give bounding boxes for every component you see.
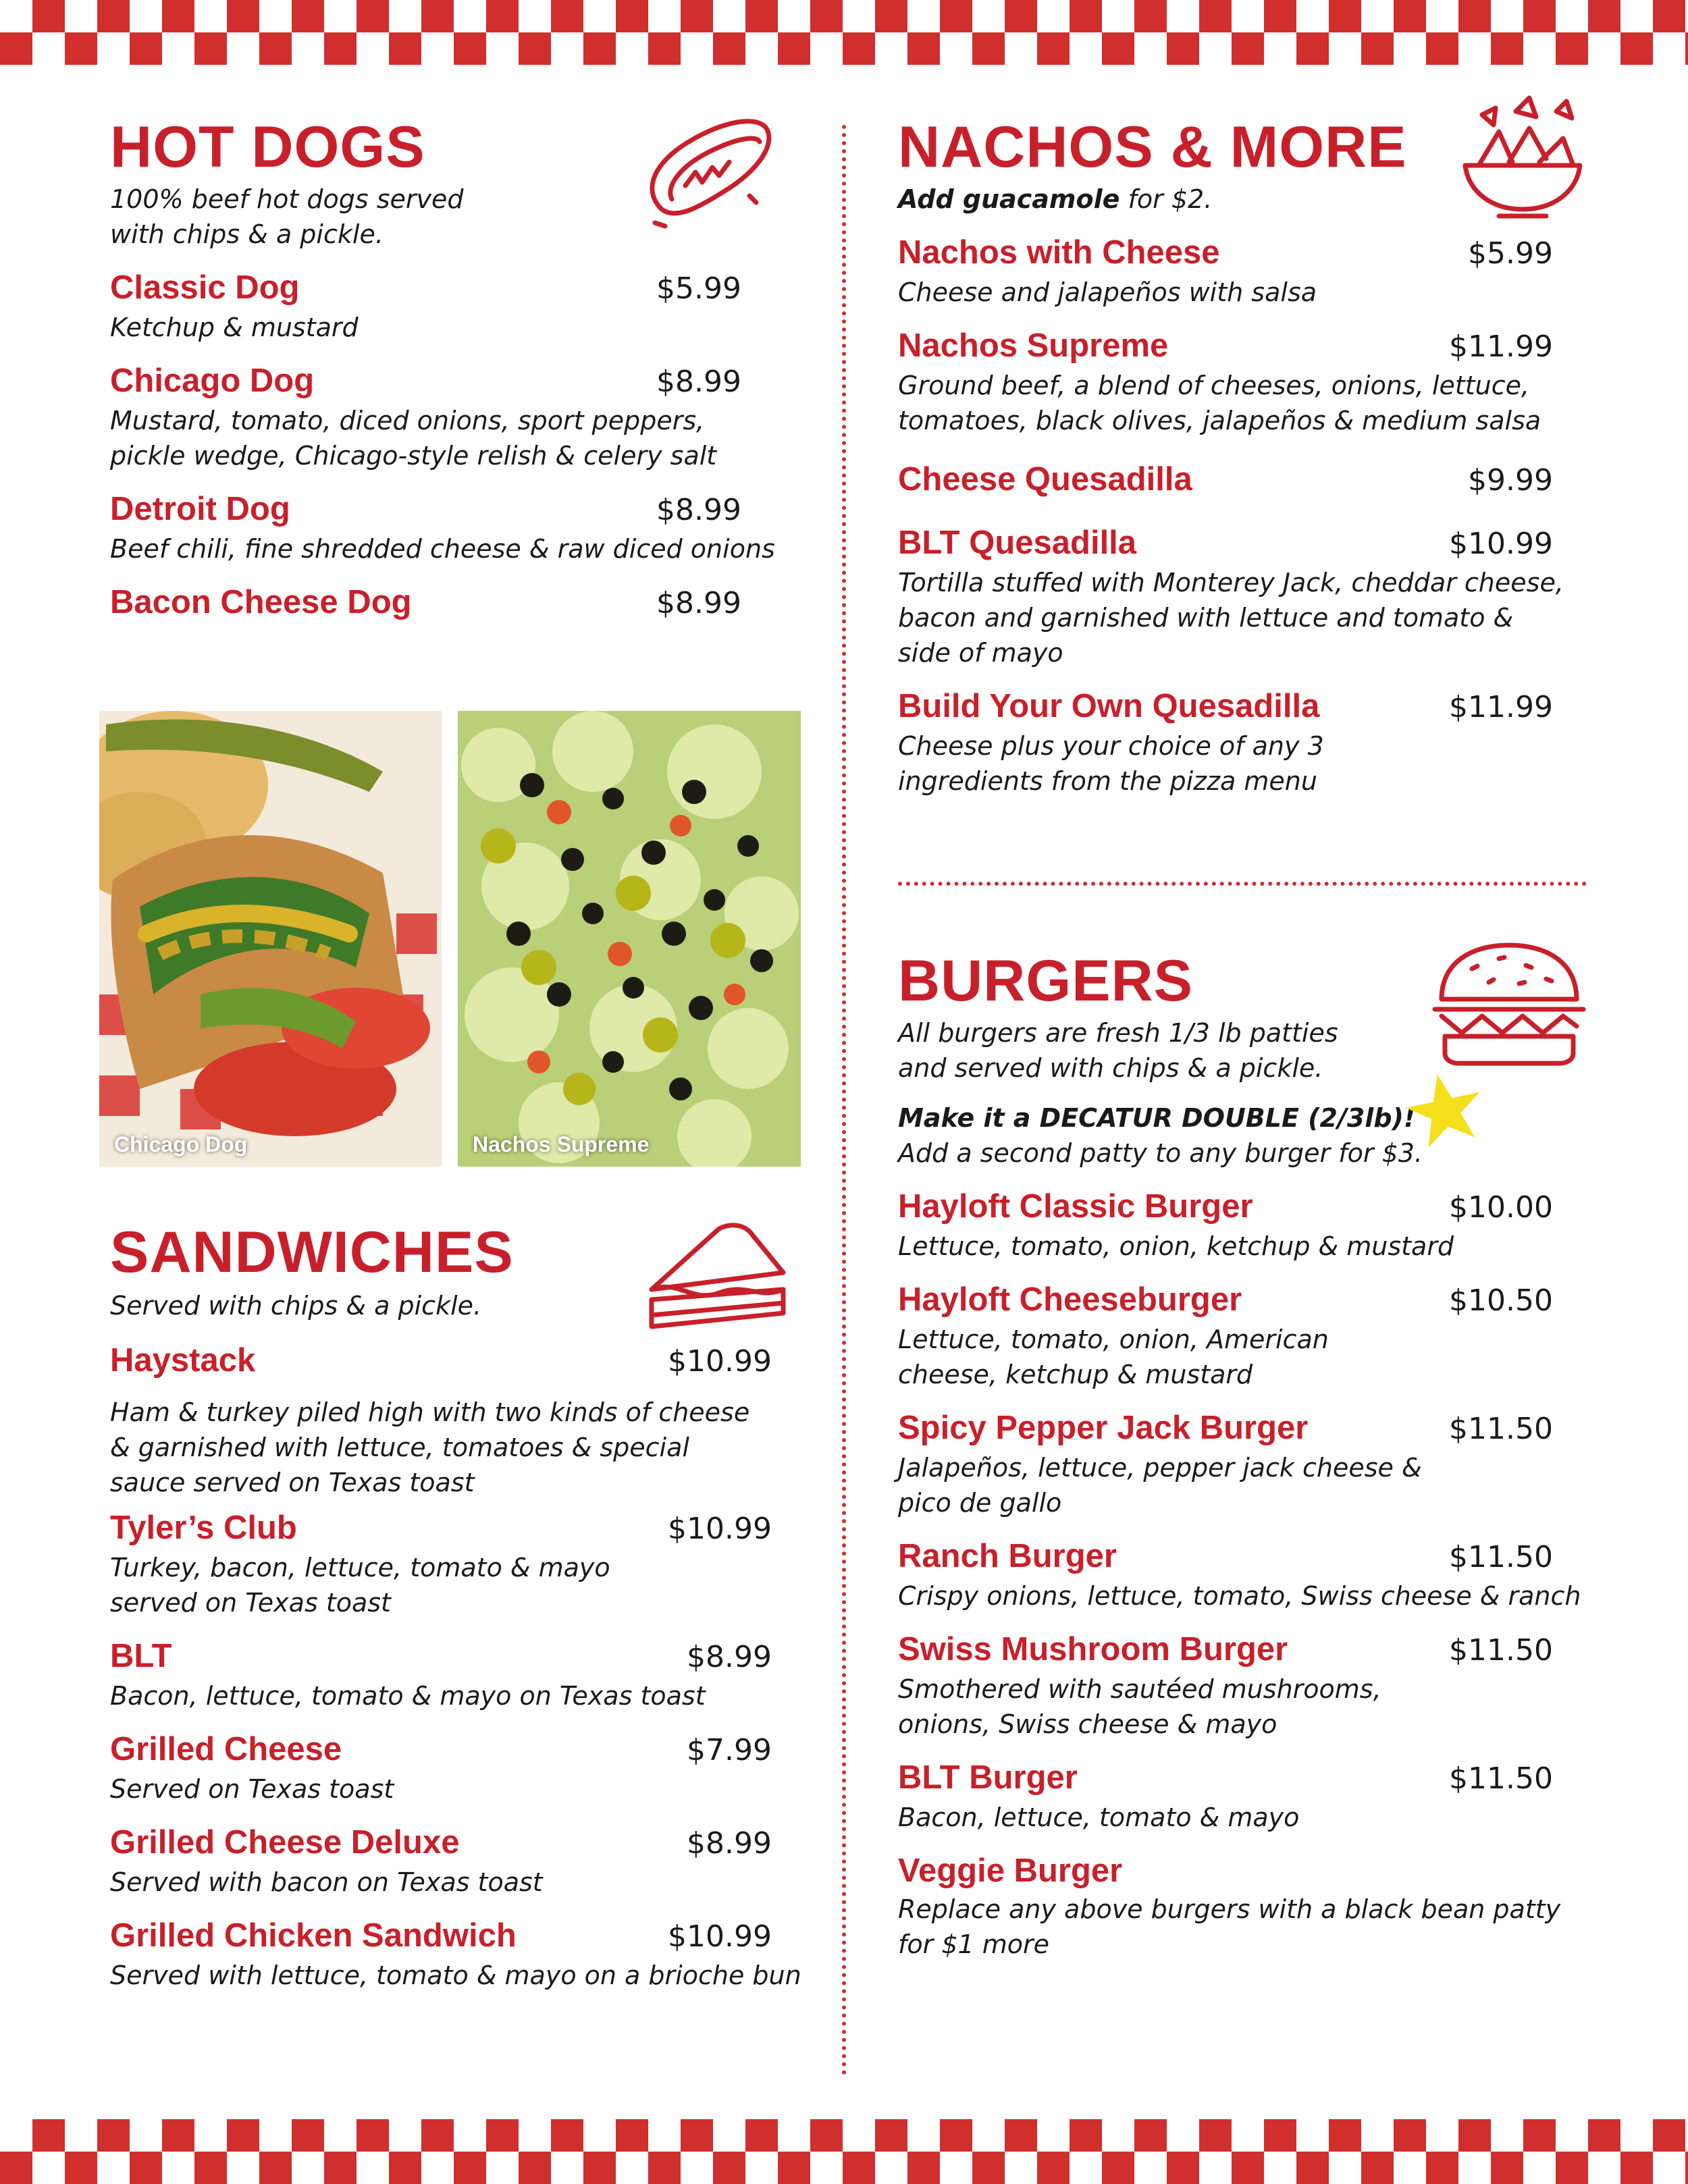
checkered-border-top bbox=[0, 0, 1688, 65]
menu-item bbox=[898, 1535, 1593, 1614]
menu-item bbox=[110, 360, 768, 473]
item-name: Tyler’s Club bbox=[110, 1510, 297, 1546]
item-description: Turkey, bacon, lettuce, tomato & mayo served on Texas toast bbox=[110, 1553, 610, 1618]
item-description: Tortilla stuffed with Monterey Jack, cheddar cheese, bacon and garnished with lettuce and tomato & side of mayo bbox=[898, 568, 1564, 668]
item-name: Hayloft Classic Burger bbox=[898, 1188, 1253, 1225]
item-name: Hayloft Cheeseburger bbox=[898, 1281, 1242, 1318]
item-name: Classic Dog bbox=[110, 269, 300, 306]
item-description: Ketchup & mustard bbox=[110, 313, 359, 342]
item-name: Detroit Dog bbox=[110, 491, 290, 527]
item-description: Ham & turkey piled high with two kinds of cheese & garnished with lettuce, tomatoes & special sauce served on Texas toast bbox=[110, 1397, 750, 1497]
item-price: $11.50 bbox=[1449, 1412, 1553, 1446]
item-description: Smothered with sautéed mushrooms, onions, Swiss cheese & mayo bbox=[898, 1674, 1381, 1739]
item-price: $5.99 bbox=[656, 271, 741, 306]
item-description: Lettuce, tomato, onion, ketchup & mustard bbox=[898, 1231, 1454, 1261]
section-divider bbox=[898, 882, 1587, 886]
item-price: $10.99 bbox=[668, 1344, 772, 1379]
promo-text: Make it a DECATUR DOUBLE (2/3lb)! Add a second patty to any burger for $3. bbox=[898, 1103, 1423, 1168]
checkered-border-bottom bbox=[0, 2119, 1688, 2184]
menu-item bbox=[898, 685, 1580, 799]
item-price: $11.50 bbox=[1449, 1633, 1553, 1668]
item-price: $10.99 bbox=[668, 1919, 772, 1954]
menu-item bbox=[110, 488, 775, 566]
item-name: Build Your Own Quesadilla bbox=[898, 688, 1320, 724]
item-price: $10.00 bbox=[1449, 1190, 1553, 1225]
item-price: $10.99 bbox=[1449, 527, 1553, 561]
menu-item bbox=[110, 1507, 779, 1620]
item-description: Crispy onions, lettuce, tomato, Swiss cheese & ranch bbox=[898, 1581, 1581, 1611]
item-name: Grilled Cheese Deluxe bbox=[110, 1824, 460, 1861]
menu-item bbox=[110, 267, 768, 345]
item-description: Lettuce, tomato, onion, American cheese, ketchup & mustard bbox=[898, 1325, 1329, 1389]
item-name: BLT bbox=[110, 1638, 172, 1674]
item-price: $5.99 bbox=[1468, 236, 1553, 271]
item-name: Grilled Chicken Sandwich bbox=[110, 1917, 517, 1954]
item-price: $11.99 bbox=[1449, 329, 1553, 364]
item-price: $10.99 bbox=[668, 1512, 772, 1546]
section-title: HOT DOGS bbox=[110, 115, 425, 180]
menu-item bbox=[898, 1279, 1593, 1392]
item-description: Cheese and jalapeños with salsa bbox=[898, 277, 1317, 307]
item-name: Nachos Supreme bbox=[898, 327, 1169, 364]
item-name: Grilled Cheese bbox=[110, 1731, 342, 1767]
item-description: Served with lettuce, tomato & mayo on a brioche bun bbox=[110, 1961, 801, 1990]
column-divider bbox=[842, 125, 846, 2076]
menu-item bbox=[898, 1186, 1593, 1264]
item-description: Bacon, lettuce, tomato & mayo bbox=[898, 1803, 1300, 1832]
menu-item bbox=[898, 1407, 1593, 1520]
nachos-supreme-photo bbox=[458, 711, 801, 1167]
star-icon bbox=[1384, 1070, 1506, 1151]
item-price: $8.99 bbox=[687, 1826, 772, 1861]
menu-item bbox=[898, 522, 1580, 670]
menu-item bbox=[898, 1628, 1593, 1742]
item-description: Cheese plus your choice of any 3 ingredients from the pizza menu bbox=[898, 731, 1324, 796]
menu-item bbox=[110, 581, 768, 624]
section-subtitle: 100% beef hot dogs served with chips & a pickle. bbox=[110, 184, 464, 249]
menu-item bbox=[898, 1850, 1593, 1962]
menu-item bbox=[110, 1339, 779, 1500]
item-description: Beef chili, fine shredded cheese & raw diced onions bbox=[110, 534, 775, 564]
item-name: Ranch Burger bbox=[898, 1538, 1117, 1574]
menu-item bbox=[110, 1821, 779, 1900]
item-name: Veggie Burger bbox=[898, 1853, 1123, 1889]
item-price: $8.99 bbox=[656, 493, 741, 527]
burger-icon bbox=[1425, 935, 1593, 1070]
item-price: $11.50 bbox=[1449, 1540, 1553, 1574]
item-price: $10.50 bbox=[1449, 1283, 1553, 1318]
section-title: SANDWICHES bbox=[110, 1220, 514, 1285]
chicago-dog-photo bbox=[99, 711, 442, 1167]
section-subtitle: Add guacamole for $2. bbox=[898, 184, 1213, 214]
item-price: $7.99 bbox=[687, 1733, 772, 1767]
item-price: $8.99 bbox=[656, 586, 741, 620]
photo-caption: Chicago Dog bbox=[114, 1132, 248, 1156]
section-subtitle: Served with chips & a pickle. bbox=[110, 1291, 482, 1321]
item-description: Replace any above burgers with a black bean patty for $1 more bbox=[898, 1894, 1561, 1959]
photo-caption: Nachos Supreme bbox=[473, 1132, 650, 1156]
menu-item bbox=[110, 1915, 801, 1993]
item-description: Served with bacon on Texas toast bbox=[110, 1867, 543, 1897]
section-title: NACHOS & MORE bbox=[898, 115, 1407, 180]
section-title: BURGERS bbox=[898, 949, 1194, 1013]
item-name: Chicago Dog bbox=[110, 363, 315, 399]
item-name: Spicy Pepper Jack Burger bbox=[898, 1410, 1309, 1446]
menu-item bbox=[898, 325, 1580, 438]
item-name: Cheese Quesadilla bbox=[898, 461, 1192, 498]
sandwich-icon bbox=[638, 1215, 793, 1337]
menu-item bbox=[898, 1757, 1593, 1835]
item-price: $8.99 bbox=[687, 1640, 772, 1674]
item-name: Swiss Mushroom Burger bbox=[898, 1631, 1288, 1668]
item-description: Ground beef, a blend of cheeses, onions, lettuce, tomatoes, black olives, jalapeños & medium salsa bbox=[898, 371, 1541, 435]
item-name: BLT Quesadilla bbox=[898, 525, 1137, 561]
item-price: $8.99 bbox=[656, 365, 741, 399]
menu-item bbox=[898, 458, 1580, 502]
item-name: Bacon Cheese Dog bbox=[110, 584, 412, 620]
hot-dog-icon bbox=[635, 108, 776, 236]
item-name: Haystack bbox=[110, 1342, 256, 1379]
item-name: Nachos with Cheese bbox=[898, 234, 1220, 271]
item-description: Mustard, tomato, diced onions, sport peppers, pickle wedge, Chicago-style relish & celery salt bbox=[110, 406, 717, 471]
item-description: Served on Texas toast bbox=[110, 1774, 394, 1804]
menu-item bbox=[110, 1728, 779, 1807]
item-description: Jalapeños, lettuce, pepper jack cheese & pico de gallo bbox=[898, 1453, 1422, 1518]
item-price: $9.99 bbox=[1468, 463, 1553, 498]
sandwiches-section bbox=[110, 1220, 801, 1993]
item-price: $11.99 bbox=[1449, 690, 1553, 724]
item-name: BLT Burger bbox=[898, 1759, 1078, 1796]
item-description: Bacon, lettuce, tomato & mayo on Texas toast bbox=[110, 1681, 706, 1711]
nachos-bowl-icon bbox=[1452, 91, 1593, 226]
menu-item bbox=[898, 232, 1580, 310]
item-price: $11.50 bbox=[1449, 1761, 1553, 1796]
section-subtitle: All burgers are fresh 1/3 lb patties and served with chips & a pickle. bbox=[898, 1018, 1338, 1083]
menu-item bbox=[110, 1635, 779, 1713]
